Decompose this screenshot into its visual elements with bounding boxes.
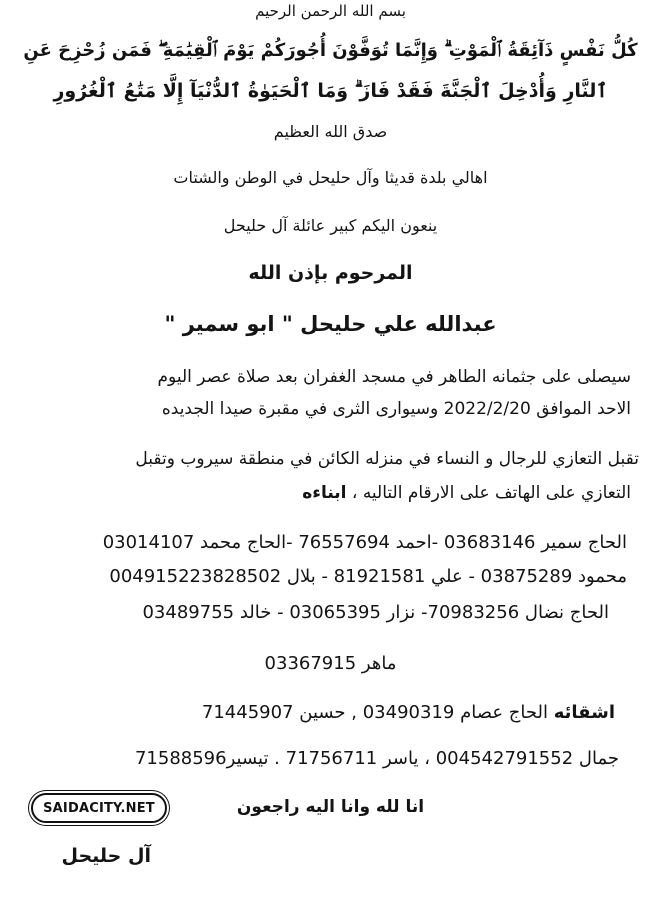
deceased-title: المرحوم بإذن الله	[248, 262, 413, 284]
announcement-line: ينعون اليكم كبير عائلة آل حليحل	[223, 216, 438, 235]
quran-verse-line-1: كُلُّ نَفْسٍ ذَآئِقَةُ ٱلْمَوْتِ ۗ وَإِنَّمَا تُوَفَّوْنَ أُجُورَكُمْ يَوْمَ ٱلْقِيَٰمَةِ ۖ فَمَن زُحْزِحَ عَنِ	[23, 40, 638, 61]
watermark-logo	[31, 793, 167, 823]
sons-phones-line-2: محمود 03875289 - علي 81921581 - بلال 004915223828502	[109, 566, 627, 587]
watermark-logo-text: SAIDACITY.NET	[43, 800, 155, 816]
sons-phones-line-3: الحاج نضال 70983256- نزار 03065395 - خالد 03489755	[142, 602, 609, 623]
brothers-line-2: جمال 004542791552 ، ياسر 71756711 . تيسير71588596	[134, 748, 619, 769]
condolences-line-2-text: التعازي على الهاتف على الارقام التاليه ،	[351, 483, 631, 503]
deceased-name: عبدالله علي حليحل " ابو سمير "	[164, 312, 497, 336]
verse-closing: صدق الله العظيم	[273, 122, 388, 141]
sons-phones-line-1: الحاج سمير 03683146 -احمد 76557694 -الحاج محمد 03014107	[102, 532, 627, 553]
funeral-info-line-1: سيصلى على جثمانه الطاهر في مسجد الغفران بعد صلاة عصر اليوم	[157, 367, 631, 387]
mourners-line: اهالي بلدة قديثا وآل حليحل في الوطن والشتات	[173, 168, 488, 187]
brothers-label: اشقائه	[553, 702, 615, 723]
condolences-line-2	[16, 483, 631, 503]
brothers-phones-1: الحاج عصام 03490319 , حسين 71445907	[201, 702, 548, 723]
basmala: بسم الله الرحمن الرحيم	[255, 2, 406, 20]
closing-prayer: انا لله وانا اليه راجعون	[236, 797, 425, 817]
family-signature: آل حليحل	[61, 845, 151, 867]
sons-label: ابناءه	[302, 483, 347, 503]
condolences-line-1: تقبل التعازي للرجال و النساء في منزله الكائن في منطقة سيروب وتقبل	[135, 449, 639, 469]
sons-phones-line-4: ماهر 03367915	[264, 653, 397, 674]
brothers-line-1	[16, 702, 615, 724]
funeral-info-line-2: الاحد الموافق 2022/2/20 وسيوارى الثرى في مقبرة صيدا الجديده	[161, 399, 631, 419]
quran-verse-line-2: ٱلنَّارِ وَأُدْخِلَ ٱلْجَنَّةَ فَقَدْ فَازَ ۗ وَمَا ٱلْحَيَوٰةُ ٱلدُّنْيَآ إِلَّا مَتَٰعُ ٱلْغُرُورِ	[53, 80, 608, 102]
